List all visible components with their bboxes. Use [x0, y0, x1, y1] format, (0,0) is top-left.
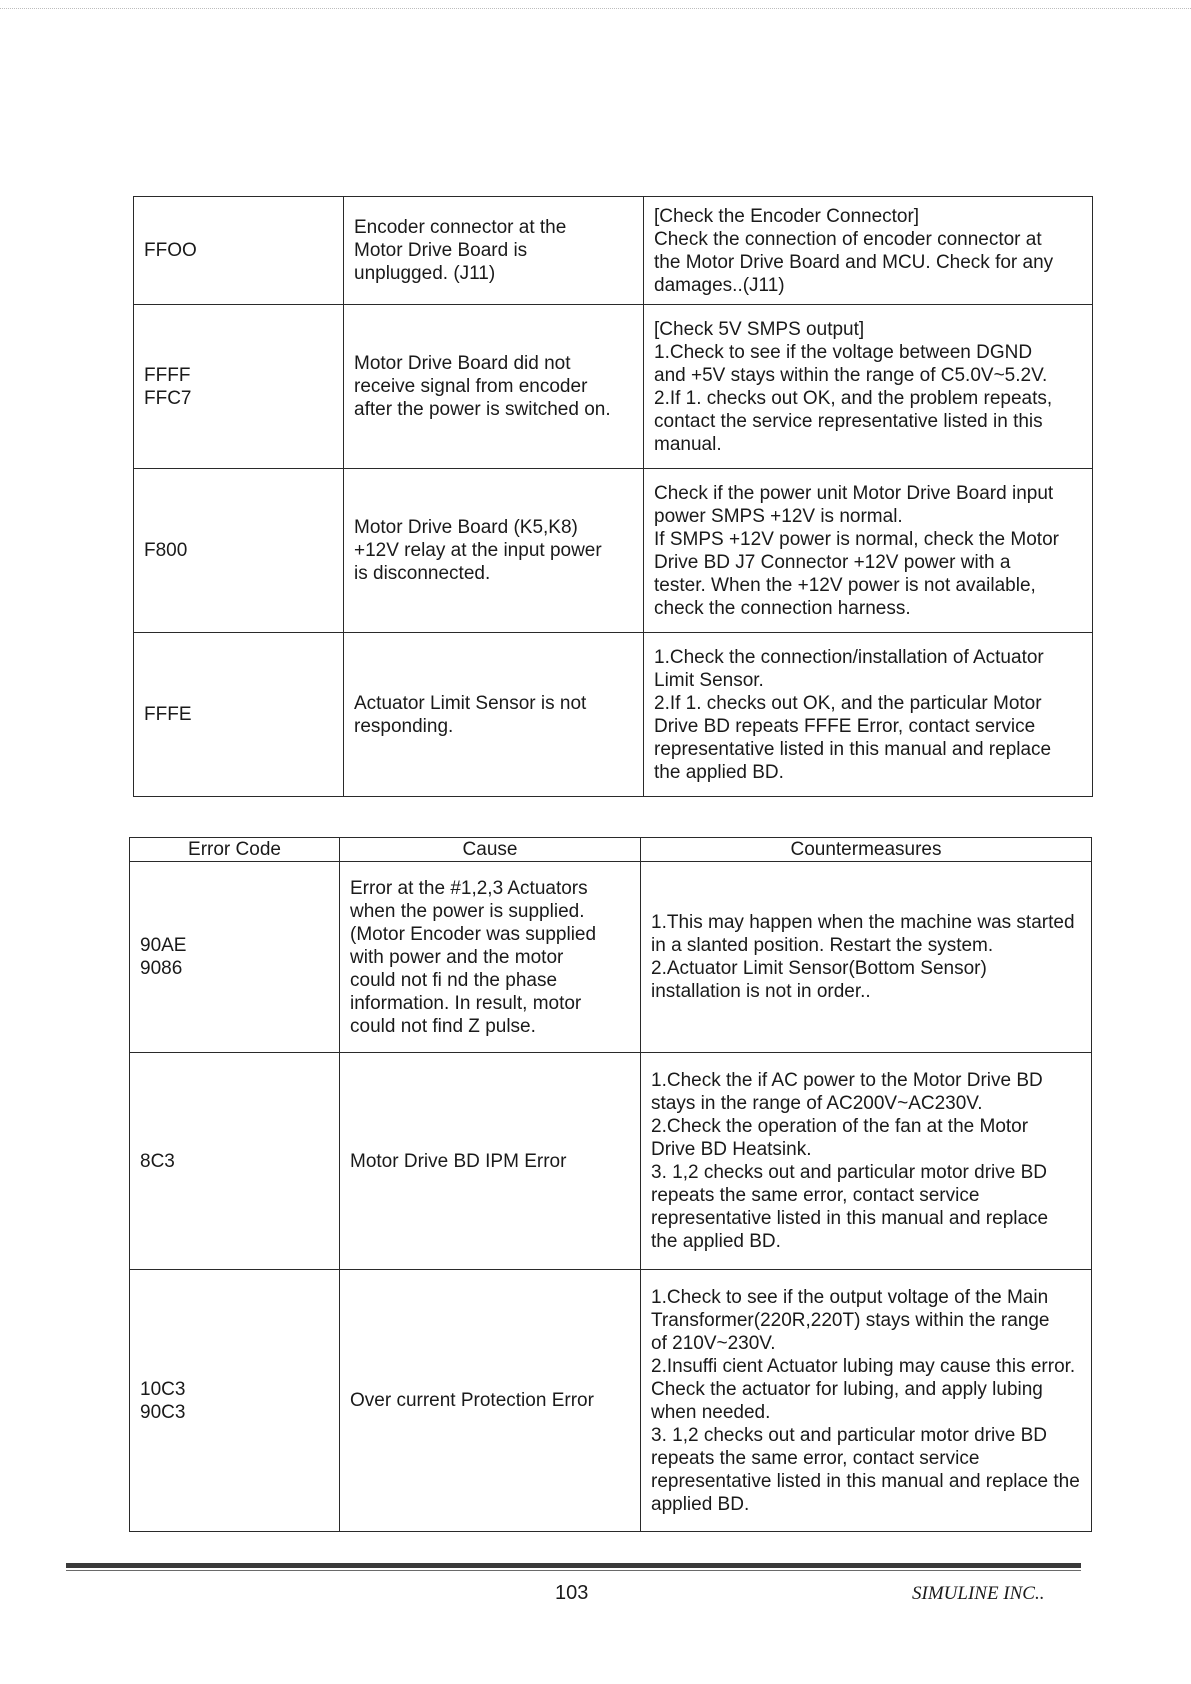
countermeasure-line: the applied BD.: [651, 1231, 781, 1252]
table-row: [134, 633, 1093, 797]
countermeasure-line: check the connection harness.: [654, 597, 911, 619]
cause-line: information. In result, motor: [350, 992, 582, 1014]
countermeasure-cell: [644, 633, 1093, 797]
cause-cell: [344, 633, 644, 797]
countermeasure-paragraph: 3. 1,2 checks out and particular motor drive BD repeats the same error, contact service representative listed in this manual and replace the applied BD.: [651, 1424, 1080, 1515]
header-countermeasures: Countermeasures: [641, 838, 1092, 862]
countermeasure-line: [Check the Encoder Connector]: [654, 205, 920, 227]
countermeasure-line: stays in the range of AC200V~AC230V.: [651, 1093, 983, 1114]
countermeasure-cell: [644, 469, 1093, 633]
cause-line: (Motor Encoder was supplied: [350, 923, 597, 945]
countermeasure-line: 3. 1,2 checks out and particular motor drive BD: [651, 1162, 1048, 1183]
table-row: [134, 197, 1093, 305]
table-row: [130, 1053, 1092, 1270]
table-row: [134, 469, 1093, 633]
error-code: 10C3: [140, 1378, 186, 1400]
table-row: [130, 862, 1092, 1053]
countermeasure-paragraph: 1.Check the connection/installation of Actuator Limit Sensor.: [654, 646, 1044, 691]
cause-cell: [340, 862, 641, 1053]
cause-line: could not fi nd the phase: [350, 969, 558, 991]
error-table: [129, 837, 1092, 1532]
countermeasure-line: Check the connection of encoder connector at: [654, 228, 1042, 250]
error-code-cell: [130, 1053, 340, 1270]
company-name: SIMULINE INC..: [912, 1583, 1045, 1604]
error-code-cell: [134, 305, 344, 469]
countermeasure-line: manual.: [654, 433, 722, 455]
cause-line: Motor Drive BD IPM Error: [350, 1150, 567, 1172]
countermeasure-cell: [644, 305, 1093, 469]
countermeasure-cell: [641, 1270, 1092, 1532]
countermeasure-line: power SMPS +12V is normal.: [654, 505, 903, 527]
error-code: FFFE: [144, 704, 192, 725]
countermeasure-line: representative listed in this manual and replace: [651, 1208, 1049, 1229]
countermeasure-paragraph: 2.Actuator Limit Sensor(Bottom Sensor) installation is not in order..: [651, 958, 987, 1002]
error-code: 90C3: [140, 1401, 186, 1423]
countermeasure-line: 1.Check to see if the output voltage of the Main: [651, 1286, 1049, 1308]
countermeasure-cell: [641, 1053, 1092, 1270]
countermeasure-line: contact the service representative listed in this: [654, 410, 1043, 432]
cause-line: receive signal from encoder: [354, 376, 588, 397]
countermeasure-line: Transformer(220R,220T) stays within the range: [651, 1309, 1050, 1331]
error-code-cell: [134, 197, 344, 305]
error-code-cell: [130, 1270, 340, 1532]
footer-rule-thin: [66, 1570, 1081, 1571]
table-row: [134, 305, 1093, 469]
countermeasure-paragraph: 1.This may happen when the machine was started in a slanted position. Restart the system.: [651, 912, 1075, 956]
cause-line: is disconnected.: [354, 563, 491, 584]
header-error-code: Error Code: [130, 838, 340, 862]
countermeasure-line: Drive BD J7 Connector +12V power with a: [654, 551, 1011, 573]
cause-line: Motor Drive Board is: [354, 240, 528, 261]
table-row: [130, 1270, 1092, 1532]
cause-cell: [340, 1270, 641, 1532]
countermeasure-line: the Motor Drive Board and MCU. Check for any: [654, 251, 1054, 273]
countermeasure-line: of 210V~230V.: [651, 1332, 776, 1354]
cause-cell: [344, 469, 644, 633]
error-table-continued: [133, 196, 1093, 797]
countermeasure-line: and +5V stays within the range of C5.0V~5.2V.: [654, 364, 1048, 386]
error-code: FFOO: [144, 240, 197, 261]
error-code: FFC7: [144, 387, 192, 409]
page-number: 103: [555, 1582, 589, 1604]
cause-cell: [344, 305, 644, 469]
table-header-row: [130, 838, 1092, 862]
error-code: 90AE: [140, 935, 187, 956]
cause-line: Actuator Limit Sensor is not: [354, 692, 587, 714]
error-code: FFFF: [144, 364, 191, 386]
countermeasure-paragraph: 2.Insuffi cient Actuator lubing may cause this error. Check the actuator for lubing, and apply lubing when needed.: [651, 1355, 1076, 1423]
cause-line: with power and the motor: [350, 946, 564, 968]
header-cause: Cause: [340, 838, 641, 862]
countermeasure-cell: [644, 197, 1093, 305]
cause-line: Encoder connector at the: [354, 217, 567, 238]
error-code-cell: [130, 862, 340, 1053]
error-code: F800: [144, 540, 188, 561]
countermeasure-line: 2.Check the operation of the fan at the Motor: [651, 1116, 1029, 1137]
countermeasure-line: 2.If 1. checks out OK, and the problem repeats,: [654, 387, 1053, 409]
cause-cell: [340, 1053, 641, 1270]
countermeasure-line: tester. When the +12V power is not available,: [654, 574, 1036, 596]
error-code-cell: [134, 469, 344, 633]
cause-line: unplugged. (J11): [354, 263, 496, 284]
cause-line: Motor Drive Board did not: [354, 353, 571, 374]
scan-top-edge: [0, 8, 1191, 9]
countermeasure-line: damages..(J11): [654, 274, 785, 296]
countermeasure-line: [Check 5V SMPS output]: [654, 318, 865, 340]
cause-line: responding.: [354, 715, 454, 737]
cause-line: +12V relay at the input power: [354, 540, 602, 561]
countermeasure-line: Drive BD Heatsink.: [651, 1139, 812, 1160]
countermeasure-line: Check if the power unit Motor Drive Board input: [654, 482, 1054, 504]
cause-line: Error at the #1,2,3 Actuators: [350, 877, 588, 899]
countermeasure-cell: [641, 862, 1092, 1053]
cause-line: when the power is supplied.: [350, 900, 585, 922]
countermeasure-line: repeats the same error, contact service: [651, 1185, 980, 1206]
error-code: 8C3: [140, 1150, 175, 1172]
cause-cell: [344, 197, 644, 305]
footer-rule: [66, 1563, 1081, 1568]
cause-line: could not find Z pulse.: [350, 1015, 536, 1037]
error-code-cell: [134, 633, 344, 797]
countermeasure-paragraph: 2.If 1. checks out OK, and the particular Motor Drive BD repeats FFFE Error, contact service representative listed in this manual and replace the applied BD.: [654, 692, 1052, 783]
countermeasure-line: 1.Check the if AC power to the Motor Drive BD: [651, 1070, 1043, 1091]
countermeasure-line: If SMPS +12V power is normal, check the Motor: [654, 528, 1059, 550]
error-code: 9086: [140, 958, 183, 979]
cause-line: after the power is switched on.: [354, 399, 611, 420]
cause-line: Over current Protection Error: [350, 1390, 594, 1411]
cause-line: Motor Drive Board (K5,K8): [354, 517, 578, 538]
countermeasure-line: 1.Check to see if the voltage between DGND: [654, 341, 1033, 363]
